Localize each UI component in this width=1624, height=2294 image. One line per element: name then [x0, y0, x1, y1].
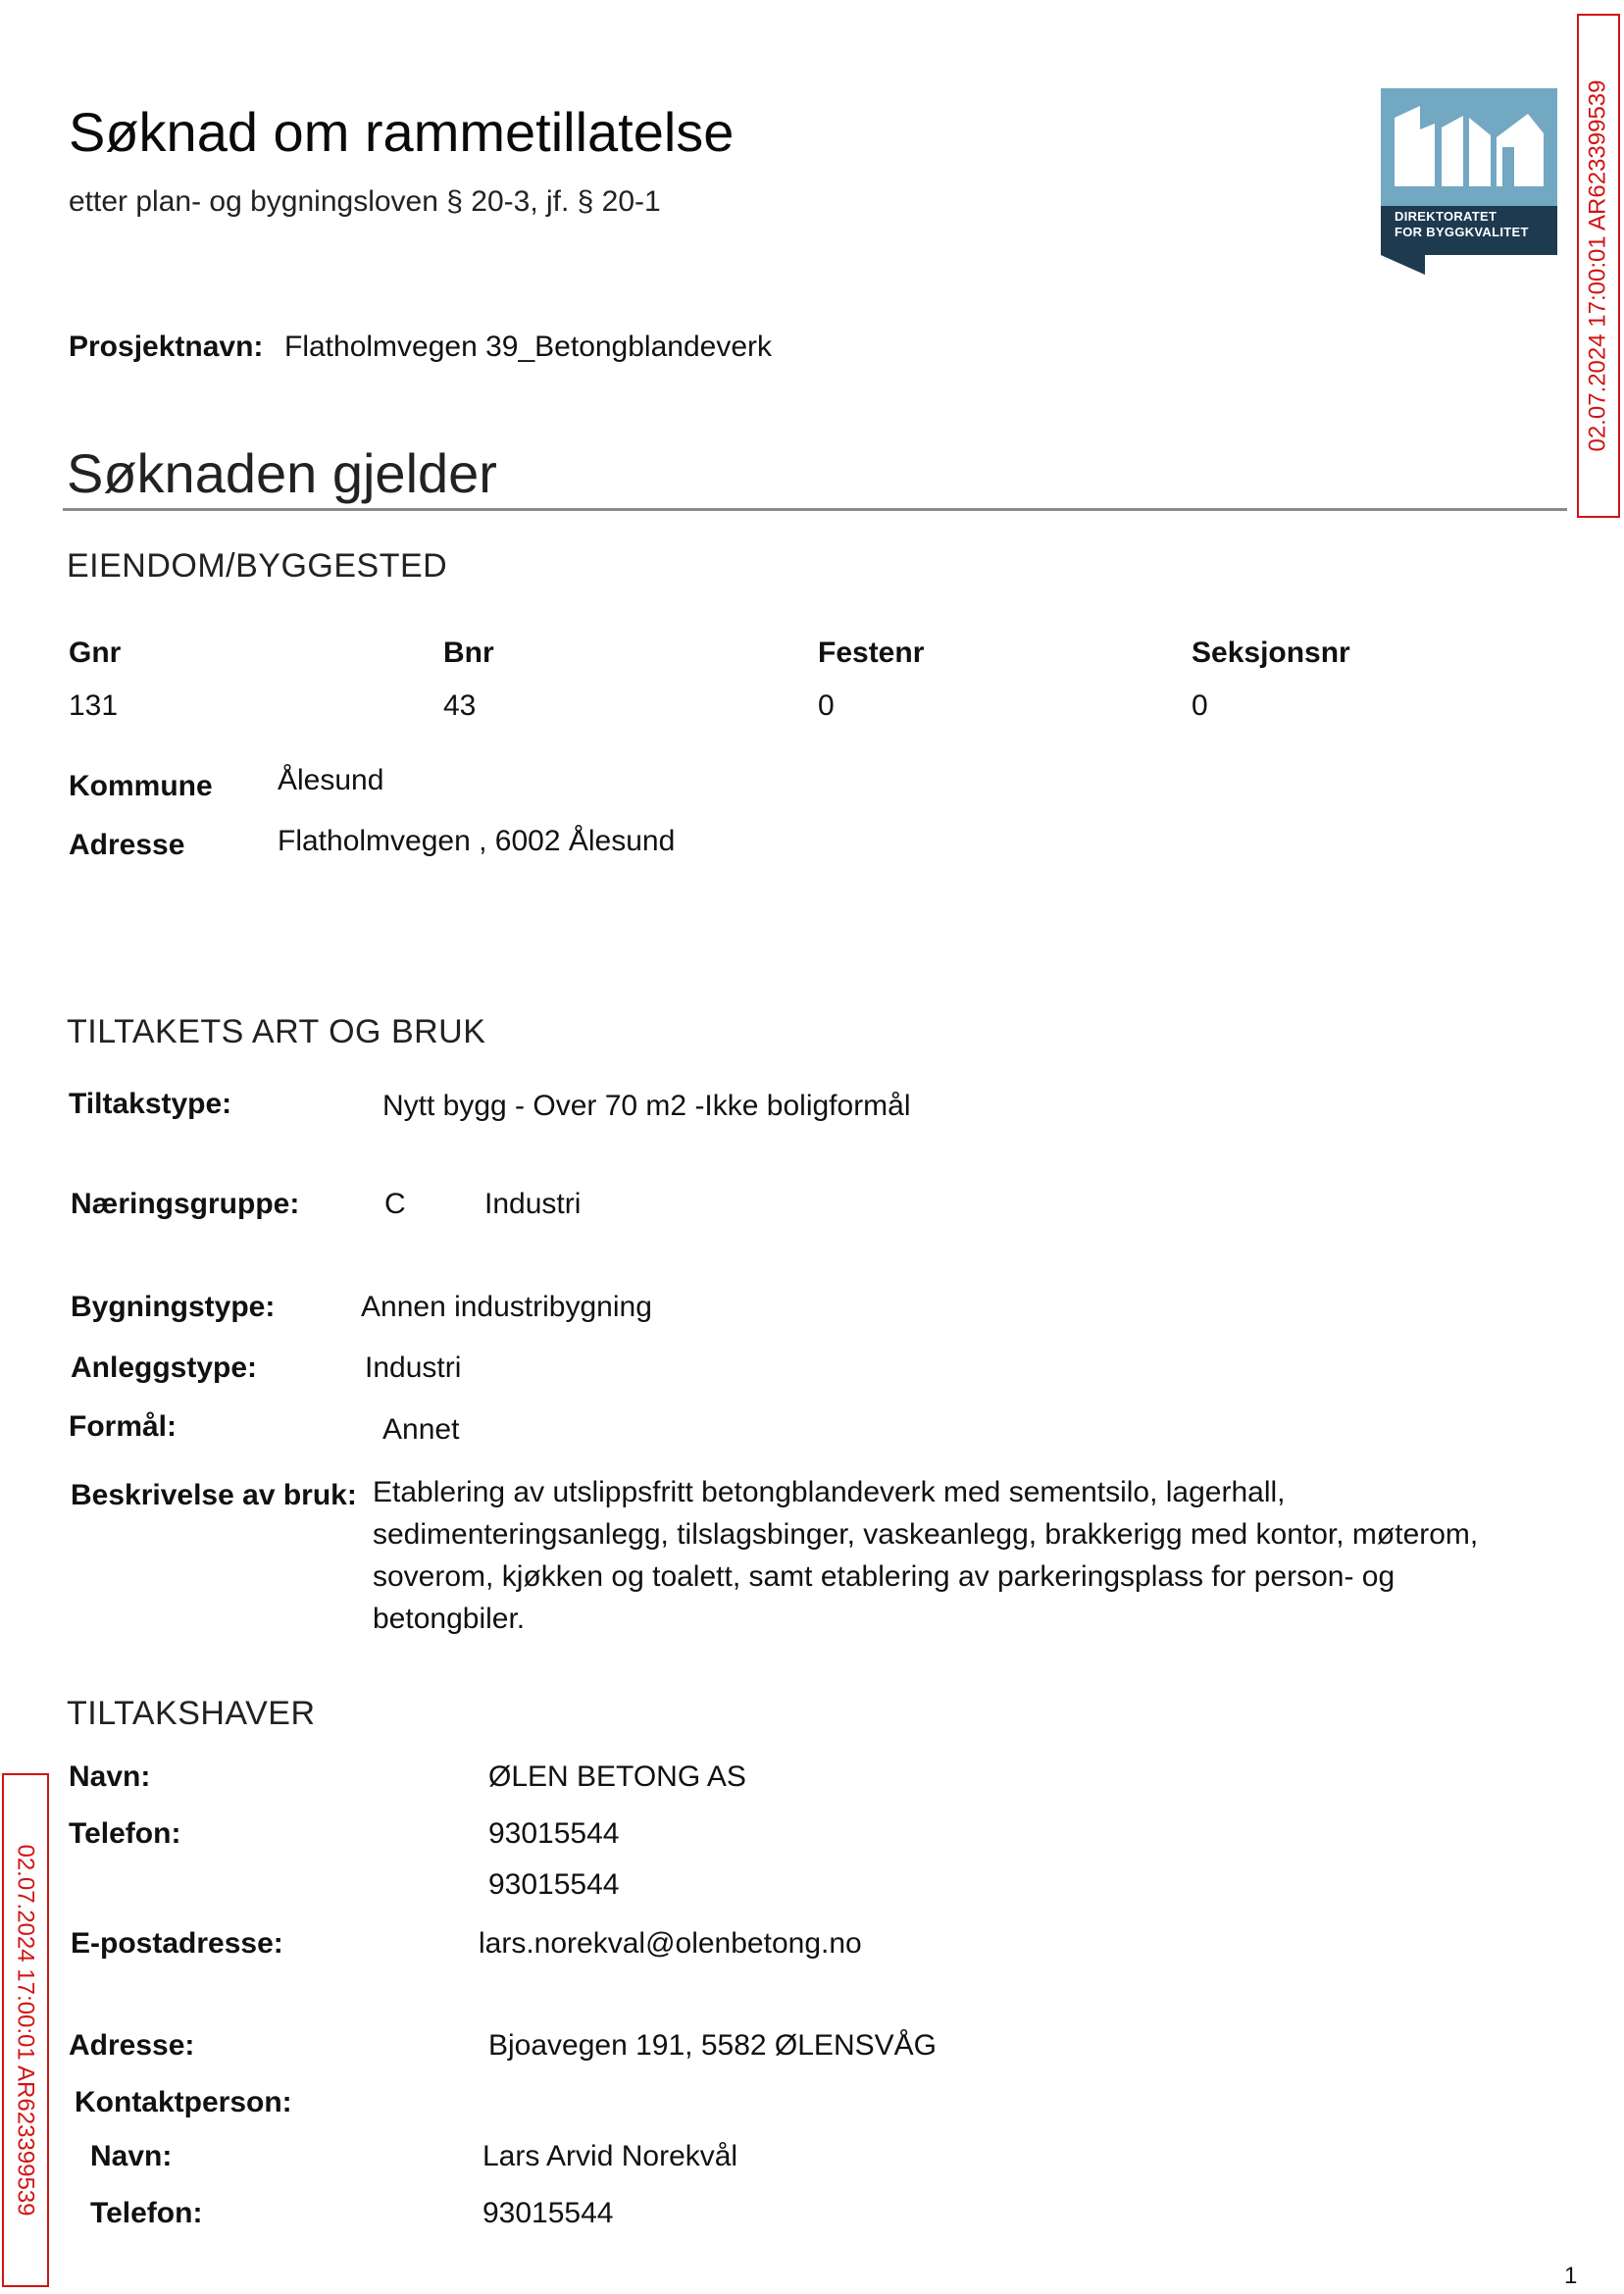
kontaktperson-label: Kontaktperson: [75, 2086, 292, 2118]
kommune-label: Kommune [69, 770, 213, 802]
naeringsgruppe-code: C [384, 1188, 406, 1220]
kontakt-navn-label: Navn: [90, 2140, 173, 2172]
owner-telefon-label: Telefon: [69, 1817, 181, 1850]
owner-telefon-value: 93015544 [488, 1817, 620, 1850]
tiltakstype-value: Nytt bygg - Over 70 m2 -Ikke boligformål [382, 1090, 911, 1122]
festenr-value: 0 [818, 689, 835, 722]
formaal-label: Formål: [69, 1410, 178, 1443]
dibk-logo-icon [1381, 88, 1557, 275]
main-heading: Søknaden gjelder [67, 442, 497, 504]
logo-line-2: FOR BYGGKVALITET [1395, 225, 1529, 239]
stamp-text: 02.07.2024 17:00:01 AR623399539 [1585, 79, 1611, 452]
gnr-value: 131 [69, 689, 119, 722]
naeringsgruppe-label: Næringsgruppe: [71, 1188, 300, 1220]
owner-adresse-value: Bjoavegen 191, 5582 ØLENSVÅG [488, 2029, 937, 2062]
section-heading-measure: TILTAKETS ART OG BRUK [67, 1013, 486, 1050]
stamp-text: 02.07.2024 17:00:01 AR623399539 [13, 1844, 39, 2217]
section-heading-property: EIENDOM/BYGGESTED [67, 547, 448, 585]
owner-adresse-label: Adresse: [69, 2029, 195, 2062]
section-heading-owner: TILTAKSHAVER [67, 1695, 316, 1732]
beskrivelse-value: Etablering av utslippsfritt betongblandeverk med sementsilo, lagerhall, sedimenteringsanlegg, tilslagsbinger, vaskeanlegg, brakkerigg med kontor, møterom, soverom, kjøkken og toalett, samt etablering av parkeringsplass for person- og betongbiler. [373, 1476, 1479, 1635]
owner-epost-label: E-postadresse: [71, 1927, 283, 1960]
gnr-label: Gnr [69, 637, 122, 669]
anleggstype-value: Industri [365, 1351, 462, 1384]
bnr-label: Bnr [443, 637, 494, 669]
adresse-label: Adresse [69, 829, 185, 861]
formaal-value: Annet [382, 1413, 460, 1446]
bnr-value: 43 [443, 689, 477, 722]
seksjonsnr-value: 0 [1192, 689, 1208, 722]
tiltakstype-label: Tiltakstype: [69, 1088, 232, 1120]
project-label: Prosjektnavn: [69, 331, 264, 363]
owner-epost-value: lars.norekval@olenbetong.no [479, 1927, 862, 1960]
festenr-label: Festenr [818, 637, 925, 669]
bygningstype-label: Bygningstype: [71, 1291, 276, 1323]
kommune-value: Ålesund [278, 764, 384, 796]
owner-navn-value: ØLEN BETONG AS [488, 1760, 746, 1793]
archive-stamp-top [1577, 14, 1620, 518]
bygningstype-value: Annen industribygning [361, 1291, 652, 1323]
page-title: Søknad om rammetillatelse [69, 101, 735, 163]
owner-navn-label: Navn: [69, 1760, 151, 1793]
adresse-value: Flatholmvegen , 6002 Ålesund [278, 825, 676, 857]
logo-line-1: DIREKTORATET [1395, 209, 1497, 224]
owner-telefon-value-2: 93015544 [488, 1868, 620, 1901]
logo-text [1395, 209, 1529, 240]
kontakt-telefon-label: Telefon: [90, 2197, 203, 2229]
page-number: 1 [1564, 2263, 1578, 2289]
anleggstype-label: Anleggstype: [71, 1351, 258, 1384]
seksjonsnr-label: Seksjonsnr [1192, 637, 1350, 669]
archive-stamp-bottom [2, 1773, 49, 2287]
project-value: Flatholmvegen 39_Betongblandeverk [284, 331, 773, 363]
kontakt-telefon-value: 93015544 [482, 2197, 614, 2229]
beskrivelse-label: Beskrivelse av bruk: [71, 1479, 357, 1511]
naeringsgruppe-value: Industri [484, 1188, 582, 1220]
kontakt-navn-value: Lars Arvid Norekvål [482, 2140, 738, 2172]
heading-divider [63, 508, 1567, 511]
page-subtitle: etter plan- og bygningsloven § 20-3, jf. § 20-1 [69, 185, 661, 218]
